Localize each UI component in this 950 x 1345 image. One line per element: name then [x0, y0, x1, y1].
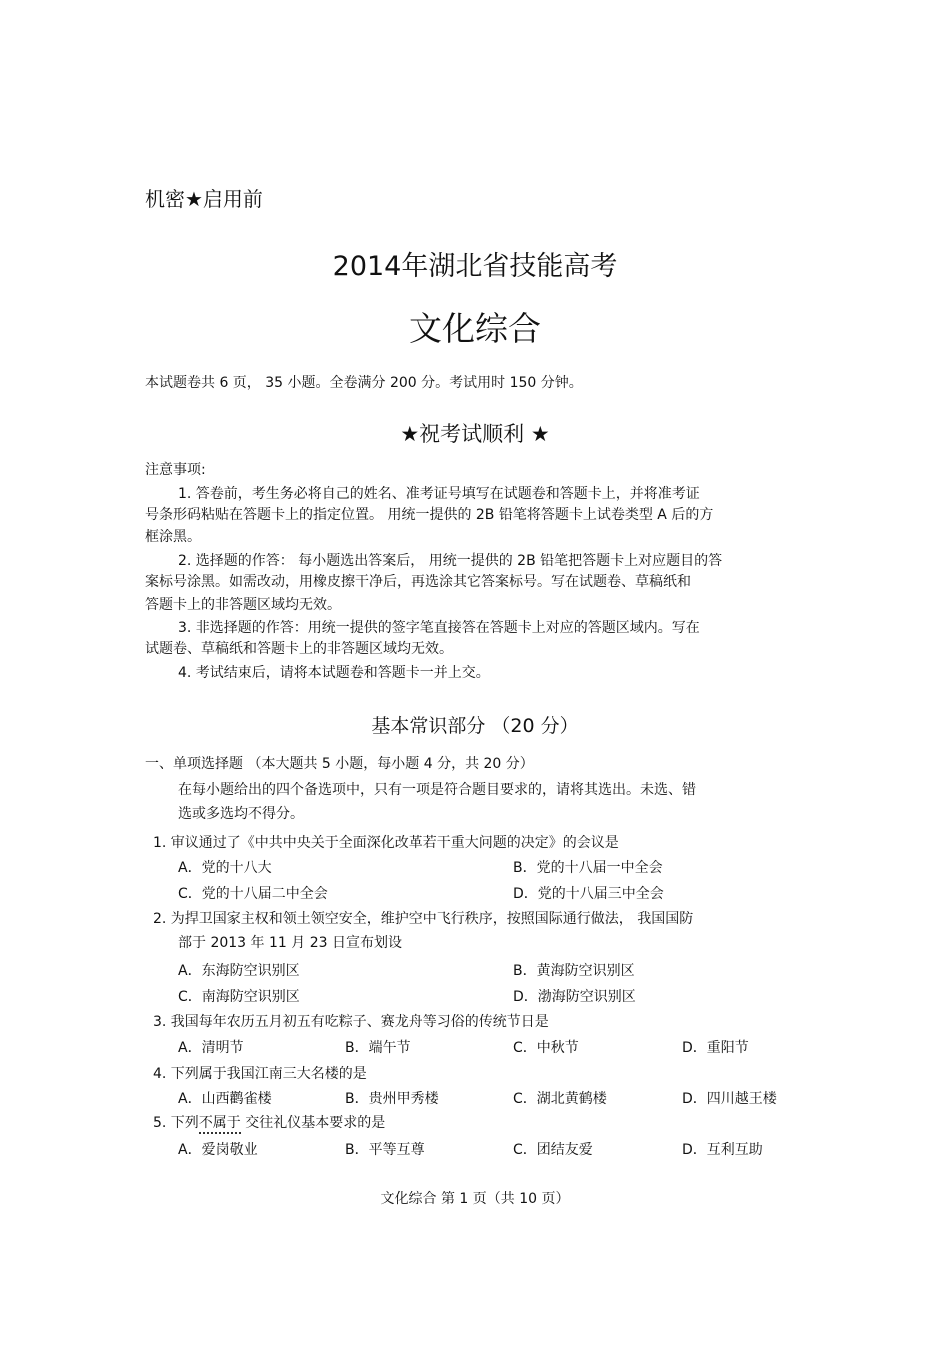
question-stem-continued: 部于 2013 年 11 月 23 日宣布划设 [178, 935, 402, 951]
question-option: C．中秋节 [513, 1040, 579, 1056]
question-option: C．湖北黄鹤楼 [513, 1091, 607, 1107]
exam-intro: 本试题卷共 6 页， 35 小题。全卷满分 200 分。考试用时 150 分钟。 [145, 375, 583, 391]
question-stem: 1. 审议通过了《中共中央关于全面深化改革若干重大问题的决定》的会议是 [153, 835, 619, 851]
good-luck-banner: ★祝考试顺利 ★ [400, 422, 550, 446]
confidential-label: 机密★启用前 [145, 187, 263, 211]
question-option: B．端午节 [345, 1040, 411, 1056]
notice-line: 3. 非选择题的作答：用统一提供的签字笔直接答在答题卡上对应的答题区域内。写在 [178, 620, 700, 636]
exam-subject: 文化综合 [409, 309, 541, 348]
question-option: A．党的十八大 [178, 860, 272, 876]
question-option: A．清明节 [178, 1040, 244, 1056]
question-option: D．党的十八届三中全会 [513, 886, 664, 902]
question-option: C．党的十八届二中全会 [178, 886, 328, 902]
section-title: 基本常识部分 （20 分） [371, 715, 579, 737]
question-option: D．四川越王楼 [682, 1091, 777, 1107]
notice-line: 号条形码粘贴在答题卡上的指定位置。 用统一提供的 2B 铅笔将答题卡上试卷类型 A 后的方 [145, 507, 714, 523]
question-option: B．党的十八届一中全会 [513, 860, 663, 876]
question-option: D．互利互助 [682, 1142, 763, 1158]
notice-heading: 注意事项: [145, 462, 206, 478]
part-instruction: 在每小题给出的四个备选项中，只有一项是符合题目要求的，请将其选出。未选、错 [178, 782, 696, 798]
exam-title: 2014年湖北省技能高考 [332, 251, 618, 282]
notice-line: 1. 答卷前，考生务必将自己的姓名、准考证号填写在试题卷和答题卡上，并将准考证 [178, 486, 700, 502]
question-option: A．东海防空识别区 [178, 963, 300, 979]
notice-line: 2. 选择题的作答： 每小题选出答案后， 用统一提供的 2B 铅笔把答题卡上对应题目的答 [178, 553, 723, 569]
question-stem: 2. 为捍卫国家主权和领土领空安全，维护空中飞行秩序，按照国际通行做法， 我国国防 [153, 911, 694, 927]
question-option: B．平等互尊 [345, 1142, 425, 1158]
notice-line: 4. 考试结束后，请将本试题卷和答题卡一并上交。 [178, 665, 490, 681]
part-heading: 一、单项选择题 （本大题共 5 小题，每小题 4 分，共 20 分） [145, 756, 534, 772]
part-instruction: 选或多选均不得分。 [178, 806, 304, 822]
question-stem: 4. 下列属于我国江南三大名楼的是 [153, 1066, 367, 1082]
question-option: C．团结友爱 [513, 1142, 593, 1158]
question-option: A．爱岗敬业 [178, 1142, 258, 1158]
question-stem: 3. 我国每年农历五月初五有吃粽子、赛龙舟等习俗的传统节日是 [153, 1014, 549, 1030]
question-option: C．南海防空识别区 [178, 989, 300, 1005]
page-footer: 文化综合 第 1 页（共 10 页） [380, 1191, 570, 1207]
question-stem-emphasis: 不属于 [199, 1115, 241, 1134]
question-option: B．贵州甲秀楼 [345, 1091, 439, 1107]
question-option: D．渤海防空识别区 [513, 989, 636, 1005]
question-option: A．山西鹳雀楼 [178, 1091, 272, 1107]
notice-line: 框涂黑。 [145, 529, 201, 545]
question-stem-suffix: 交往礼仪基本要求的是 [240, 1115, 386, 1131]
question-option: B．黄海防空识别区 [513, 963, 635, 979]
question-stem [153, 1112, 385, 1132]
question-option: D．重阳节 [682, 1040, 749, 1056]
notice-line: 案标号涂黑。如需改动，用橡皮擦干净后，再选涂其它答案标号。写在试题卷、草稿纸和 [145, 574, 691, 590]
notice-line: 答题卡上的非答题区域均无效。 [145, 597, 341, 613]
notice-line: 试题卷、草稿纸和答题卡上的非答题区域均无效。 [145, 641, 453, 657]
question-stem-prefix: 5. 下列 [153, 1115, 199, 1131]
